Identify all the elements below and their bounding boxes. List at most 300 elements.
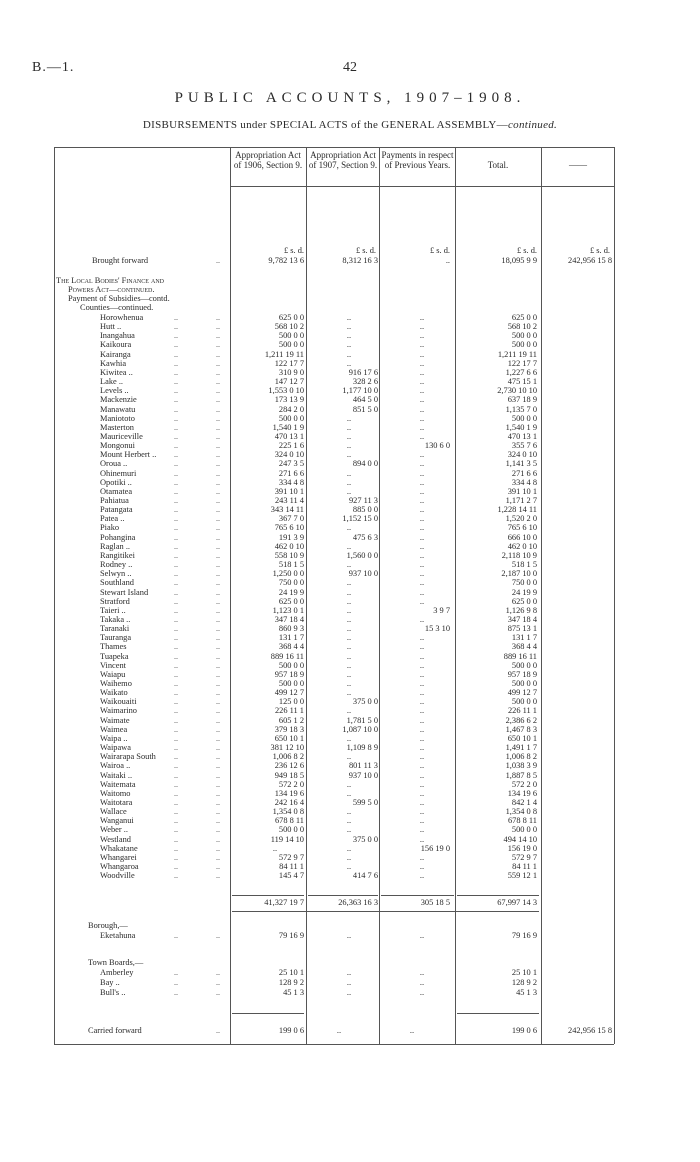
row-dots: .. xyxy=(216,541,220,551)
row-dots: .. xyxy=(216,256,220,265)
row-dots: .. xyxy=(174,413,178,423)
cell-1906: 242 16 4 xyxy=(274,797,304,807)
table-row xyxy=(56,523,616,533)
cf-previous: .. xyxy=(409,1026,415,1035)
table-row xyxy=(56,978,616,988)
cell-1907: .. xyxy=(346,486,352,496)
cell-total: 79 16 9 xyxy=(511,931,537,940)
cell-total: 1,467 8 3 xyxy=(505,724,537,734)
cell-1906: 1,540 1 9 xyxy=(272,422,304,432)
unit-total: £ s. d. xyxy=(516,246,537,255)
cell-previous: .. xyxy=(419,404,425,414)
row-label: Oroua .. xyxy=(100,459,128,469)
cell-1906: 122 17 7 xyxy=(274,358,304,368)
row-label: Waitotara xyxy=(100,797,133,807)
cell-1907: .. xyxy=(346,340,352,350)
row-dots: .. xyxy=(174,395,178,405)
col-head-previous: Payments in respect of Previous Years. xyxy=(381,150,454,170)
cell-1907: .. xyxy=(346,688,352,698)
cell-1907: .. xyxy=(346,331,352,341)
row-dots: .. xyxy=(216,706,220,716)
cell-1906: 131 1 7 xyxy=(278,633,304,643)
row-dots: .. xyxy=(216,834,220,844)
cell-1906: 271 6 6 xyxy=(278,468,304,478)
cell-total: 134 19 6 xyxy=(507,788,537,798)
row-dots: .. xyxy=(216,724,220,734)
brought-forward-label: Brought forward xyxy=(92,256,149,265)
cell-previous: .. xyxy=(419,697,425,707)
cell-total: 2,386 6 2 xyxy=(505,715,537,725)
cell-1906: 500 0 0 xyxy=(278,679,304,688)
row-label: Westland xyxy=(100,834,131,844)
cell-total: 678 8 11 xyxy=(507,816,537,826)
cell-1906: 367 7 0 xyxy=(278,514,304,524)
row-dots: .. xyxy=(216,560,220,570)
subtotal-rule-1 xyxy=(232,895,304,896)
row-dots: .. xyxy=(174,578,178,588)
cell-previous: .. xyxy=(419,596,425,606)
cell-total: 500 0 0 xyxy=(511,413,537,423)
cell-1906: 625 0 0 xyxy=(278,313,304,322)
cell-total: 1,887 8 5 xyxy=(505,770,537,780)
cf-rule-4 xyxy=(457,1013,539,1014)
table-row xyxy=(56,359,616,369)
row-label: Raglan .. xyxy=(100,541,131,551)
row-dots: .. xyxy=(216,331,220,341)
table-row xyxy=(56,405,616,415)
borough-heading xyxy=(56,921,616,931)
row-dots: .. xyxy=(216,788,220,798)
cell-previous: .. xyxy=(419,459,425,469)
cell-1906: 1,006 8 2 xyxy=(272,752,304,762)
town-boards-heading xyxy=(56,958,616,968)
row-dots: .. xyxy=(174,724,178,734)
row-label: Weber .. xyxy=(100,825,128,835)
row-dots: .. xyxy=(216,843,220,853)
row-label: Rangitikei xyxy=(100,550,135,560)
cell-1907: 475 6 3 xyxy=(352,532,378,542)
table-row xyxy=(56,533,616,543)
cell-1906: 650 10 1 xyxy=(274,733,304,743)
heading-counties xyxy=(56,303,616,313)
row-label: Waipawa xyxy=(100,743,131,753)
row-label: Waipa .. xyxy=(100,733,128,743)
row-label: Taieri .. xyxy=(100,605,126,615)
cell-1906: 1,211 19 11 xyxy=(264,349,304,359)
cell-1907: .. xyxy=(346,752,352,762)
table-row xyxy=(56,871,616,881)
cell-previous: .. xyxy=(419,578,425,588)
row-dots: .. xyxy=(174,679,178,688)
cell-previous: .. xyxy=(419,706,425,716)
cell-1907: 414 7 6 xyxy=(352,871,378,881)
cell-1907: .. xyxy=(346,450,352,460)
row-label: Woodville xyxy=(100,871,135,881)
cell-1906: 84 11 1 xyxy=(279,862,304,871)
bf-1907: 8,312 16 3 xyxy=(342,256,378,265)
row-dots: .. xyxy=(174,541,178,551)
cell-total: 1,491 1 7 xyxy=(505,743,537,753)
cell-previous: .. xyxy=(419,450,425,460)
row-dots: .. xyxy=(216,505,220,515)
cell-previous: .. xyxy=(419,852,425,862)
cell-previous: .. xyxy=(419,834,425,844)
cell-previous: .. xyxy=(419,752,425,762)
table-row xyxy=(56,761,616,771)
row-label: Takaka .. xyxy=(100,614,131,624)
row-dots: .. xyxy=(216,349,220,359)
row-dots: .. xyxy=(216,688,220,698)
row-dots: .. xyxy=(174,340,178,350)
cell-1907: 1,560 0 0 xyxy=(346,550,378,560)
col-head-1906: Appropriation Act of 1906, Section 9. xyxy=(233,150,303,170)
row-dots: .. xyxy=(216,761,220,771)
table-row xyxy=(56,386,616,396)
cell-1907: .. xyxy=(346,560,352,570)
row-dots: .. xyxy=(216,770,220,780)
row-label: Wanganui xyxy=(100,816,134,826)
cell-total: 25 10 1 xyxy=(511,968,537,977)
cell-1907: .. xyxy=(346,349,352,359)
cell-1907: .. xyxy=(346,358,352,368)
table-row xyxy=(56,931,616,941)
cell-1906: 1,123 0 1 xyxy=(272,605,304,615)
row-dots: .. xyxy=(174,651,178,661)
cell-previous: .. xyxy=(419,422,425,432)
row-dots: .. xyxy=(216,523,220,533)
cell-total: 666 10 0 xyxy=(507,532,537,542)
cell-previous: .. xyxy=(419,532,425,542)
row-dots: .. xyxy=(216,596,220,606)
table-row xyxy=(56,505,616,515)
cell-previous: .. xyxy=(419,987,425,997)
cell-1907: .. xyxy=(346,322,352,332)
row-dots: .. xyxy=(174,560,178,570)
row-dots: .. xyxy=(216,660,220,670)
cell-1907: 927 11 3 xyxy=(348,496,378,505)
cell-previous: .. xyxy=(419,468,425,478)
cell-1907: .. xyxy=(346,642,352,652)
cell-1907: .. xyxy=(346,660,352,670)
row-dots: .. xyxy=(216,367,220,377)
cell-total: 128 9 2 xyxy=(511,977,537,987)
cell-1907: .. xyxy=(346,706,352,716)
cell-1906: 147 12 7 xyxy=(274,377,304,387)
cell-1907: .. xyxy=(346,807,352,817)
cell-previous: .. xyxy=(419,349,425,359)
cell-total: 131 1 7 xyxy=(511,633,537,643)
cell-1906: 191 3 9 xyxy=(278,532,304,542)
row-dots: .. xyxy=(216,743,220,753)
ct-previous: 305 18 5 xyxy=(420,898,450,907)
row-dots: .. xyxy=(216,486,220,496)
row-dots: .. xyxy=(174,807,178,817)
cell-previous: .. xyxy=(419,340,425,350)
row-dots: .. xyxy=(216,569,220,579)
cell-previous: .. xyxy=(419,743,425,753)
cell-previous: .. xyxy=(419,614,425,624)
row-label: Pohangina xyxy=(100,532,136,542)
row-dots: .. xyxy=(174,358,178,368)
row-dots: .. xyxy=(174,377,178,387)
row-dots: .. xyxy=(216,651,220,661)
cell-previous: .. xyxy=(419,377,425,387)
row-dots: .. xyxy=(174,797,178,807)
row-dots: .. xyxy=(174,733,178,743)
row-label: Piako xyxy=(100,523,120,533)
cell-previous: 3 9 7 xyxy=(433,605,450,615)
ct-1906: 41,327 19 7 xyxy=(264,898,304,907)
row-dots: .. xyxy=(174,642,178,652)
table-row xyxy=(56,807,616,817)
row-label: Thames xyxy=(100,642,127,652)
row-dots: .. xyxy=(216,679,220,688)
bf-previous: .. xyxy=(445,256,450,265)
bf-total: 18,095 9 9 xyxy=(501,256,537,265)
cell-total: 1,006 8 2 xyxy=(505,752,537,762)
table-row xyxy=(56,542,616,552)
cell-1907: .. xyxy=(346,587,352,597)
cell-1907: .. xyxy=(346,816,352,826)
cell-1906: 568 10 2 xyxy=(274,322,304,332)
heading-line-3: Payment of Subsidies—contd. xyxy=(68,294,170,303)
row-dots: .. xyxy=(174,523,178,533)
row-dots: .. xyxy=(216,797,220,807)
row-dots: .. xyxy=(174,752,178,762)
cell-previous: .. xyxy=(419,560,425,570)
table-row xyxy=(56,441,616,451)
row-dots: .. xyxy=(174,852,178,862)
cell-1906: 860 9 3 xyxy=(278,624,304,634)
cell-1906: 889 16 11 xyxy=(270,651,304,661)
table-row xyxy=(56,780,616,790)
cell-previous: .. xyxy=(419,816,425,826)
cell-1907: .. xyxy=(346,852,352,862)
cell-previous: .. xyxy=(419,770,425,780)
cell-1907: 937 10 0 xyxy=(348,770,378,780)
cell-1906: 605 1 2 xyxy=(278,715,304,725)
table-row xyxy=(56,423,616,433)
cell-1907: .. xyxy=(346,477,352,487)
row-dots: .. xyxy=(216,987,220,997)
cell-previous: .. xyxy=(419,779,425,789)
row-label: Whangarei xyxy=(100,852,137,862)
row-dots: .. xyxy=(216,605,220,615)
cell-total: 572 9 7 xyxy=(511,852,537,862)
row-dots: .. xyxy=(174,386,178,396)
cell-previous: .. xyxy=(419,633,425,643)
cell-previous: .. xyxy=(419,733,425,743)
cell-previous: 15 3 10 xyxy=(424,624,450,634)
cell-total: 1,520 2 0 xyxy=(505,514,537,524)
row-label: Kawhia xyxy=(100,358,127,368)
row-label: Stewart Island xyxy=(100,587,149,597)
row-label: Horowhenua xyxy=(100,313,144,322)
row-label: Waihemo xyxy=(100,679,132,688)
row-label: Tuapeka xyxy=(100,651,129,661)
row-label: Waitemata xyxy=(100,779,136,789)
row-dots: .. xyxy=(216,422,220,432)
cell-1906: 379 18 3 xyxy=(274,724,304,734)
row-dots: .. xyxy=(174,496,178,505)
table-top-rule xyxy=(54,147,614,148)
unit-1906: £ s. d. xyxy=(283,246,304,255)
row-dots: .. xyxy=(174,569,178,579)
cell-1906: 24 19 9 xyxy=(278,587,304,597)
cell-1906: 173 13 9 xyxy=(274,395,304,405)
row-dots: .. xyxy=(216,468,220,478)
cell-previous: .. xyxy=(419,541,425,551)
row-dots: .. xyxy=(174,931,178,940)
cell-total: 637 18 9 xyxy=(507,395,537,405)
row-dots: .. xyxy=(216,532,220,542)
cell-total: 271 6 6 xyxy=(511,468,537,478)
subtotal-rule-4 xyxy=(457,895,539,896)
header-bottom-rule xyxy=(230,186,614,187)
row-label: Stratford xyxy=(100,596,130,606)
row-dots: .. xyxy=(174,468,178,478)
cell-1907: .. xyxy=(346,862,352,871)
cell-1907: .. xyxy=(346,523,352,533)
row-dots: .. xyxy=(216,862,220,871)
row-dots: .. xyxy=(174,514,178,524)
table-row xyxy=(56,368,616,378)
row-label: Kiwitea .. xyxy=(100,367,133,377)
cf-rule-1 xyxy=(232,1013,304,1014)
cell-1906: 1,553 0 10 xyxy=(268,386,304,396)
cell-previous: .. xyxy=(419,395,425,405)
cell-previous: .. xyxy=(419,807,425,817)
cell-total: 1,135 7 0 xyxy=(505,404,537,414)
row-label: Waiapu xyxy=(100,669,126,679)
row-dots: .. xyxy=(174,459,178,469)
cell-1907: .. xyxy=(346,441,352,451)
row-dots: .. xyxy=(174,550,178,560)
cell-total: 45 1 3 xyxy=(516,987,537,997)
row-dots: .. xyxy=(174,834,178,844)
table-row xyxy=(56,624,616,634)
cell-previous: .. xyxy=(419,496,425,505)
heading-line-1: The Local Bodies' Finance and xyxy=(56,276,165,285)
subtitle-main: DISBURSEMENTS under SPECIAL ACTS of the GENERAL ASSEMBLY— xyxy=(142,119,508,131)
cell-previous: .. xyxy=(419,761,425,771)
cell-total: 957 18 9 xyxy=(507,669,537,679)
cell-total: 2,118 10 9 xyxy=(501,550,537,560)
row-dots: .. xyxy=(174,422,178,432)
table-row xyxy=(56,697,616,707)
row-dots: .. xyxy=(174,587,178,597)
row-dots: .. xyxy=(216,968,220,977)
cell-1906: 750 0 0 xyxy=(278,578,304,588)
cell-1907: 1,152 15 0 xyxy=(342,514,378,524)
row-dots: .. xyxy=(174,688,178,698)
subtotal-rule-2 xyxy=(308,895,378,896)
cell-total: 156 19 0 xyxy=(507,843,537,853)
cell-total: 347 18 4 xyxy=(507,614,537,624)
row-label: Pahiatua xyxy=(100,496,129,505)
row-dots: .. xyxy=(216,977,220,987)
cell-1907: .. xyxy=(346,977,352,987)
cell-1906: 368 4 4 xyxy=(278,642,304,652)
cell-total: 1,171 2 7 xyxy=(505,496,537,505)
cell-total: 875 13 1 xyxy=(507,624,537,634)
table-bottom-rule xyxy=(54,1044,614,1045)
cell-1906: 391 10 1 xyxy=(274,486,304,496)
cell-previous: .. xyxy=(419,413,425,423)
row-label: Waimea xyxy=(100,724,128,734)
row-label: Taranaki xyxy=(100,624,130,634)
row-dots: .. xyxy=(174,486,178,496)
cell-1907: .. xyxy=(346,779,352,789)
cell-1906: 145 4 7 xyxy=(278,871,304,881)
cell-previous: .. xyxy=(419,367,425,377)
table-row xyxy=(56,588,616,598)
table-row xyxy=(56,340,616,350)
row-dots: .. xyxy=(174,477,178,487)
row-label: Amberley xyxy=(100,968,134,977)
row-dots: .. xyxy=(174,788,178,798)
row-label: Patangata xyxy=(100,505,133,515)
cell-1906: 284 2 0 xyxy=(278,404,304,414)
cell-1907: .. xyxy=(346,431,352,441)
carried-forward-row xyxy=(56,1026,616,1036)
cell-1906: 225 1 6 xyxy=(278,441,304,451)
row-dots: .. xyxy=(216,395,220,405)
cell-1907: .. xyxy=(346,614,352,624)
row-label: Manawatu xyxy=(100,404,136,414)
cell-1907: .. xyxy=(346,605,352,615)
row-label: Tauranga xyxy=(100,633,132,643)
table-row xyxy=(56,615,616,625)
cell-1907: 801 11 3 xyxy=(348,761,378,771)
table-row xyxy=(56,752,616,762)
row-label: Hutt .. xyxy=(100,322,122,332)
row-label: Wairoa .. xyxy=(100,761,131,771)
subtotal-rule-under xyxy=(232,911,539,912)
cell-1906: 1,354 0 8 xyxy=(272,807,304,817)
row-label: Lake .. xyxy=(100,377,124,387)
cell-1907: .. xyxy=(346,624,352,634)
cell-1907: .. xyxy=(346,825,352,835)
cell-1907: .. xyxy=(346,788,352,798)
table-row xyxy=(56,514,616,524)
table-row xyxy=(56,688,616,698)
heading-line-4: Counties—continued. xyxy=(80,303,154,312)
cell-total: 625 0 0 xyxy=(511,313,537,322)
row-dots: .. xyxy=(216,614,220,624)
cell-1906: 625 0 0 xyxy=(278,596,304,606)
table-row xyxy=(56,853,616,863)
cell-total: 84 11 1 xyxy=(512,862,537,871)
cf-1906: 199 0 6 xyxy=(278,1026,304,1035)
table-row xyxy=(56,771,616,781)
cell-previous: .. xyxy=(419,477,425,487)
cell-total: 842 1 4 xyxy=(511,797,537,807)
cell-1906: 572 9 7 xyxy=(278,852,304,862)
cell-previous: .. xyxy=(419,358,425,368)
cell-1906: 949 18 5 xyxy=(274,770,304,780)
bf-blank: 242,956 15 8 xyxy=(568,256,612,265)
row-label: Mauriceville xyxy=(100,431,143,441)
row-label: Rodney .. xyxy=(100,560,133,570)
row-dots: .. xyxy=(174,505,178,515)
row-dots: .. xyxy=(174,450,178,460)
cell-1907: 1,109 8 9 xyxy=(346,743,378,753)
col-head-blank: —— xyxy=(569,160,587,170)
cell-1907: .. xyxy=(346,651,352,661)
cell-1907: .. xyxy=(346,596,352,606)
row-dots: .. xyxy=(216,431,220,441)
